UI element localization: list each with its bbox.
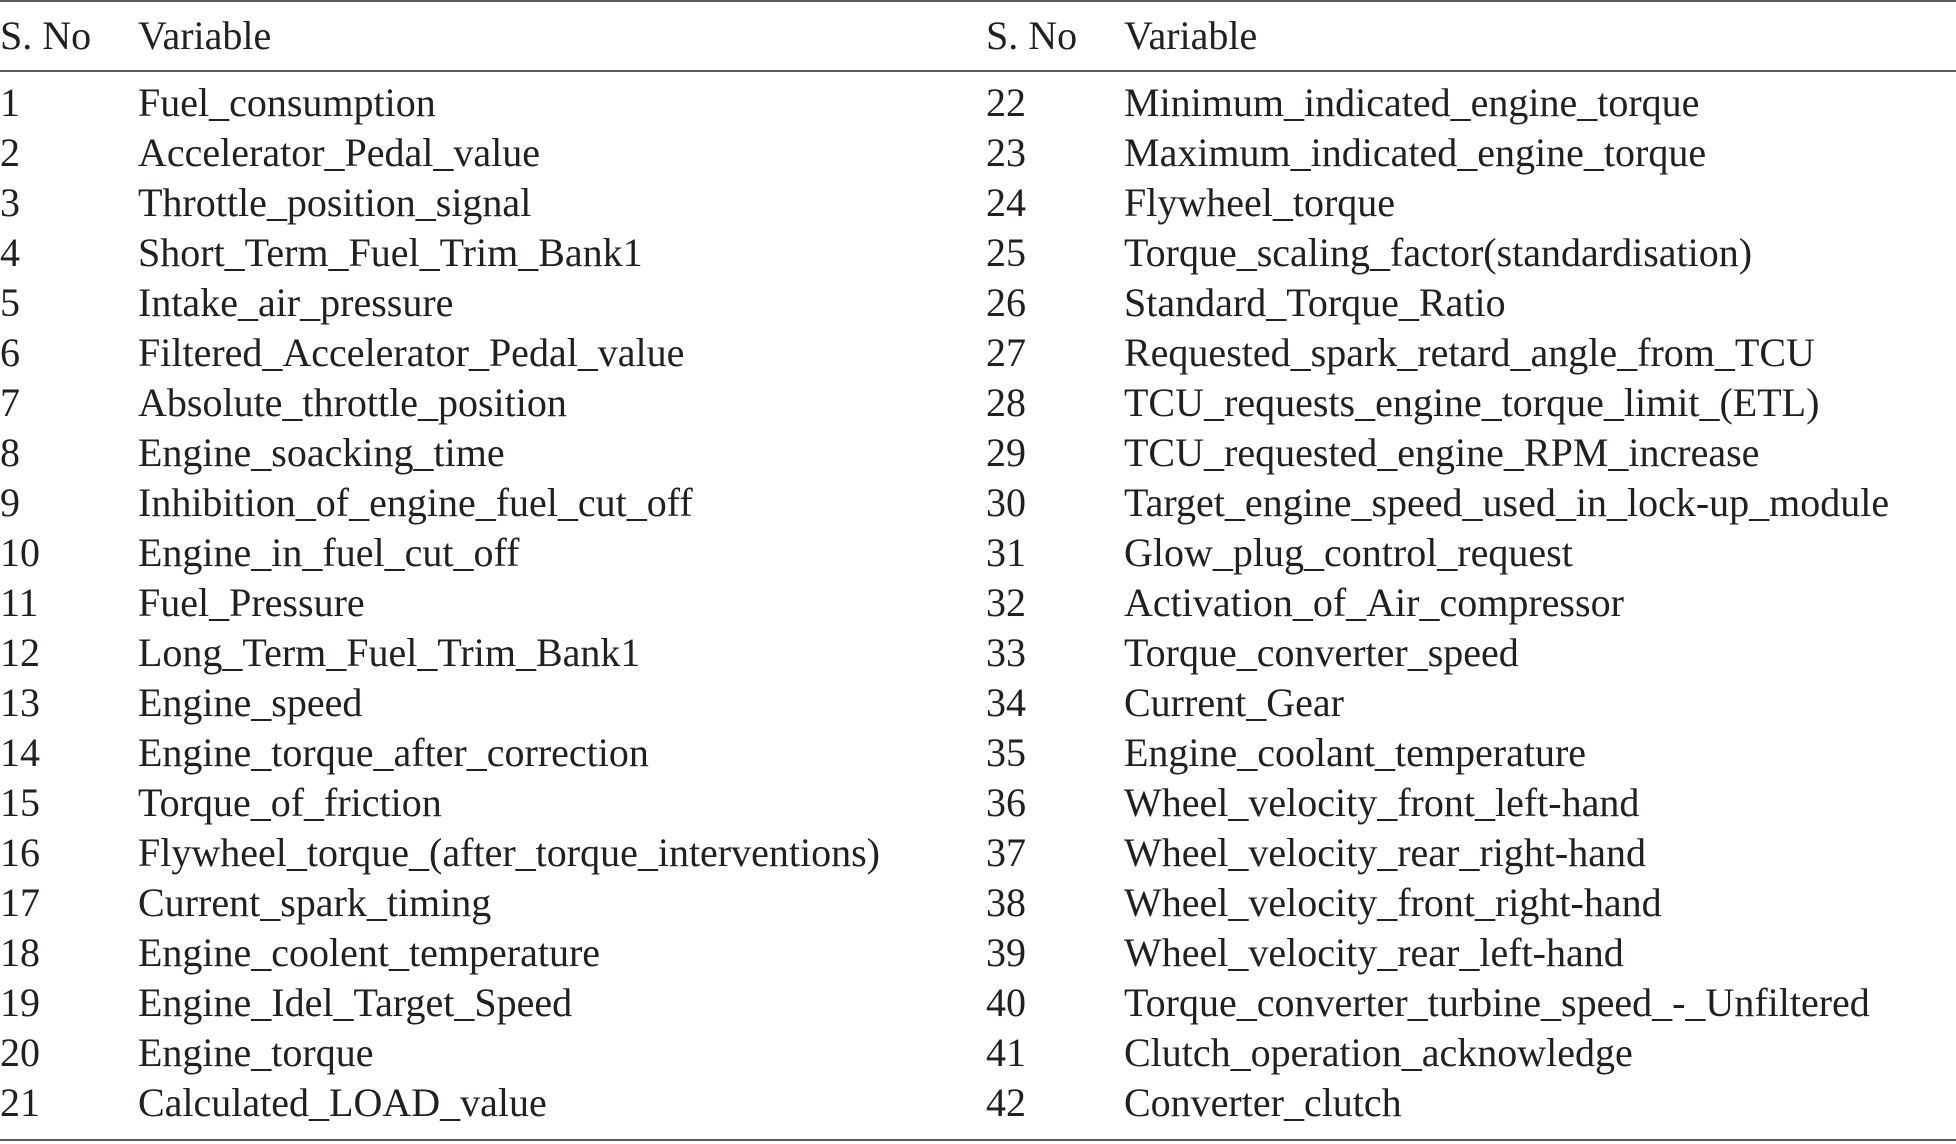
right-variable-cell: Wheel_velocity_rear_left-hand [1124,930,1624,975]
left-sno-cell: 8 [0,430,20,475]
right-variable-cell: Torque_converter_turbine_speed_-_Unfiltered [1124,980,1870,1025]
left-variable-cell: Current_spark_timing [138,880,492,925]
left-sno-cell: 16 [0,830,40,875]
left-variable-cell: Inhibition_of_engine_fuel_cut_off [138,480,693,525]
right-variable-cell: Torque_scaling_factor(standardisation) [1124,230,1753,275]
right-sno-cell: 22 [986,80,1026,125]
right-variable-cell: Engine_coolant_temperature [1124,730,1587,775]
left-variable-cell: Flywheel_torque_(after_torque_interventions) [138,830,880,875]
left-sno-cell: 4 [0,230,20,275]
right-variable-cell: TCU_requested_engine_RPM_increase [1124,430,1760,475]
left-variable-cell: Engine_in_fuel_cut_off [138,530,520,575]
left-variable-cell: Long_Term_Fuel_Trim_Bank1 [138,630,641,675]
right-variable-cell: Standard_Torque_Ratio [1124,280,1506,325]
left-variable-cell: Filtered_Accelerator_Pedal_value [138,330,685,375]
left-sno-cell: 18 [0,930,40,975]
table-row [0,728,1956,778]
table-header-row [0,2,1956,70]
left-variable-cell: Torque_of_friction [138,780,442,825]
right-sno-cell: 34 [986,680,1026,725]
right-variable-cell: Wheel_velocity_front_left-hand [1124,780,1640,825]
right-variable-cell: Wheel_velocity_rear_right-hand [1124,830,1646,875]
left-variable-cell: Fuel_consumption [138,80,436,125]
table-row [0,278,1956,328]
right-sno-cell: 28 [986,380,1026,425]
left-variable-cell: Calculated_LOAD_value [138,1080,547,1125]
header-variable-right: Variable [1124,13,1258,58]
left-sno-cell: 19 [0,980,40,1025]
right-sno-cell: 27 [986,330,1026,375]
table-row [0,678,1956,728]
left-variable-cell: Engine_coolent_temperature [138,930,601,975]
right-sno-cell: 31 [986,530,1026,575]
table-row [0,328,1956,378]
table-row [0,528,1956,578]
variables-table [0,2,1956,1128]
right-sno-cell: 40 [986,980,1026,1025]
right-sno-cell: 30 [986,480,1026,525]
right-sno-cell: 23 [986,130,1026,175]
right-sno-cell: 32 [986,580,1026,625]
header-gap [0,70,1956,78]
left-sno-cell: 2 [0,130,20,175]
table-row [0,478,1956,528]
table-row [0,178,1956,228]
table-row [0,428,1956,478]
left-variable-cell: Fuel_Pressure [138,580,365,625]
left-variable-cell: Engine_soacking_time [138,430,505,475]
left-sno-cell: 15 [0,780,40,825]
table-row [0,1078,1956,1128]
table-row [0,1028,1956,1078]
left-variable-cell: Intake_air_pressure [138,280,454,325]
right-sno-cell: 24 [986,180,1026,225]
table-row [0,878,1956,928]
right-variable-cell: Wheel_velocity_front_right-hand [1124,880,1662,925]
left-sno-cell: 9 [0,480,20,525]
right-variable-cell: Clutch_operation_acknowledge [1124,1030,1633,1075]
right-variable-cell: Maximum_indicated_engine_torque [1124,130,1707,175]
right-variable-cell: Glow_plug_control_request [1124,530,1573,575]
left-sno-cell: 6 [0,330,20,375]
table-row [0,928,1956,978]
right-sno-cell: 33 [986,630,1026,675]
left-variable-cell: Engine_torque [138,1030,374,1075]
right-variable-cell: TCU_requests_engine_torque_limit_(ETL) [1124,380,1820,425]
right-variable-cell: Minimum_indicated_engine_torque [1124,80,1700,125]
table-bottom-rule [0,1139,1956,1141]
left-sno-cell: 21 [0,1080,40,1125]
right-sno-cell: 36 [986,780,1026,825]
right-sno-cell: 37 [986,830,1026,875]
right-sno-cell: 41 [986,1030,1026,1075]
table-body [0,70,1956,1128]
right-sno-cell: 39 [986,930,1026,975]
right-sno-cell: 25 [986,230,1026,275]
right-variable-cell: Activation_of_Air_compressor [1124,580,1624,625]
table-row [0,578,1956,628]
right-variable-cell: Current_Gear [1124,680,1344,725]
right-variable-cell: Torque_converter_speed [1124,630,1519,675]
header-variable-left: Variable [138,13,272,58]
right-variable-cell: Requested_spark_retard_angle_from_TCU [1124,330,1815,375]
left-variable-cell: Short_Term_Fuel_Trim_Bank1 [138,230,643,275]
left-sno-cell: 3 [0,180,20,225]
right-sno-cell: 35 [986,730,1026,775]
right-variable-cell: Target_engine_speed_used_in_lock-up_module [1124,480,1890,525]
right-variable-cell: Converter_clutch [1124,1080,1402,1125]
table-row [0,828,1956,878]
left-variable-cell: Accelerator_Pedal_value [138,130,541,175]
table-row [0,978,1956,1028]
left-sno-cell: 11 [0,580,39,625]
right-variable-cell: Flywheel_torque [1124,180,1396,225]
left-sno-cell: 12 [0,630,40,675]
left-variable-cell: Absolute_throttle_position [138,380,567,425]
left-sno-cell: 7 [0,380,20,425]
left-variable-cell: Engine_speed [138,680,363,725]
table-row [0,628,1956,678]
left-sno-cell: 17 [0,880,40,925]
right-sno-cell: 26 [986,280,1026,325]
left-variable-cell: Engine_torque_after_correction [138,730,649,775]
table-row [0,78,1956,128]
left-sno-cell: 10 [0,530,40,575]
table-row [0,378,1956,428]
left-sno-cell: 1 [0,80,20,125]
right-sno-cell: 29 [986,430,1026,475]
left-sno-cell: 5 [0,280,20,325]
left-sno-cell: 13 [0,680,40,725]
table-row [0,778,1956,828]
left-variable-cell: Throttle_position_signal [138,180,532,225]
table-row [0,128,1956,178]
header-sno-right: S. No [986,13,1078,58]
right-sno-cell: 42 [986,1080,1026,1125]
left-sno-cell: 14 [0,730,40,775]
left-sno-cell: 20 [0,1030,40,1075]
right-sno-cell: 38 [986,880,1026,925]
table-row [0,228,1956,278]
left-variable-cell: Engine_Idel_Target_Speed [138,980,573,1025]
header-sno-left: S. No [0,13,92,58]
